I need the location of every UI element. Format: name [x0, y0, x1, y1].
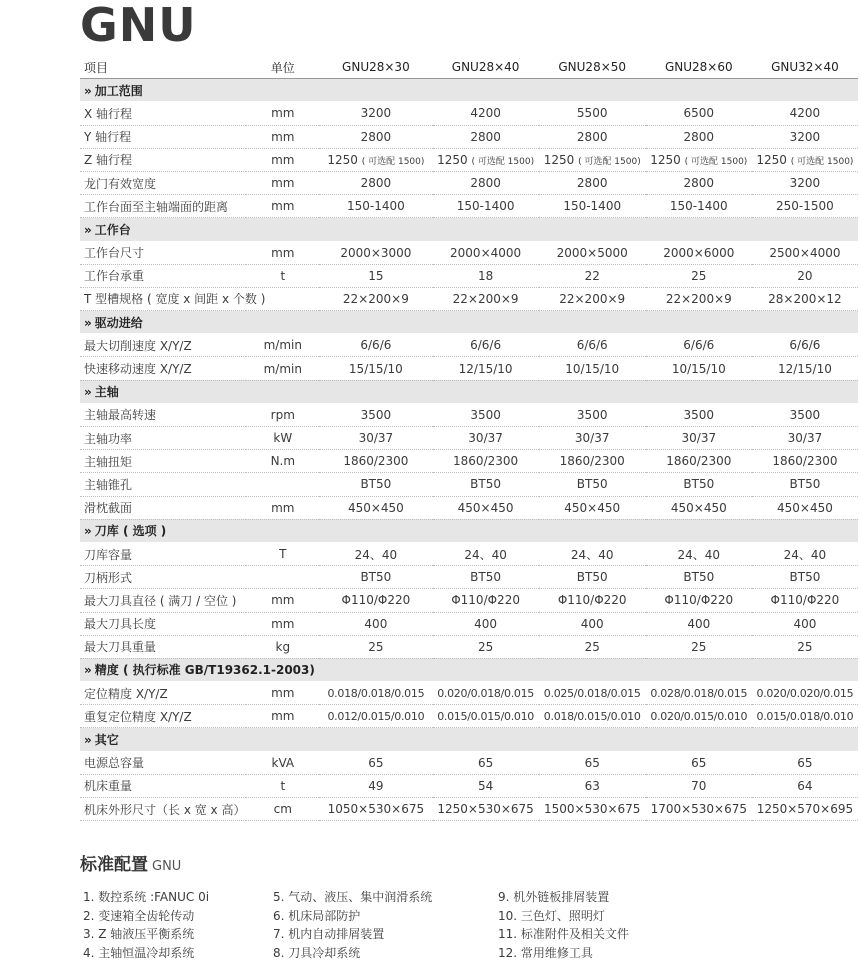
spec-value: 10/15/10: [539, 357, 646, 380]
spec-unit: kg: [246, 635, 319, 658]
spec-item: 主轴锥孔: [80, 473, 246, 496]
spec-value: 2000×3000: [319, 241, 432, 264]
spec-value: 12/15/10: [433, 357, 539, 380]
spec-value: 0.025/0.018/0.015: [539, 682, 646, 705]
section-marker: »: [84, 83, 92, 98]
spec-item: 主轴功率: [80, 427, 246, 450]
table-row: [80, 542, 858, 565]
spec-value: 0.012/0.015/0.010: [319, 705, 432, 728]
spec-value: 0.015/0.015/0.010: [433, 705, 539, 728]
spec-value: 65: [319, 751, 432, 774]
spec-value: 3200: [752, 171, 858, 194]
spec-value: BT50: [646, 473, 752, 496]
spec-unit: mm: [246, 125, 319, 148]
section-header: [80, 311, 858, 334]
spec-value: BT50: [752, 473, 858, 496]
header-model: GNU28×40: [433, 56, 539, 79]
spec-value: 1860/2300: [319, 450, 432, 473]
standard-config-column: [498, 888, 629, 963]
spec-item: 最大刀具重量: [80, 635, 246, 658]
spec-value: 3500: [319, 403, 432, 426]
spec-item: 定位精度 X/Y/Z: [80, 682, 246, 705]
spec-value-note: ( 可选配 1500): [684, 156, 748, 167]
table-row: [80, 705, 858, 728]
section-marker: »: [84, 733, 92, 748]
spec-unit: mm: [246, 496, 319, 519]
spec-value: [752, 148, 858, 171]
spec-value: 10/15/10: [646, 357, 752, 380]
spec-unit: rpm: [246, 403, 319, 426]
header-row: [80, 56, 858, 79]
spec-value: BT50: [433, 566, 539, 589]
spec-value: 30/37: [646, 427, 752, 450]
list-item: 7. 机内自动排屑装置: [273, 927, 385, 942]
table-row: [80, 241, 858, 264]
section-header-row: [80, 519, 858, 542]
spec-value: 0.020/0.020/0.015: [752, 682, 858, 705]
spec-unit: mm: [246, 195, 319, 218]
section-title: 刀库 ( 选项 ): [94, 524, 167, 539]
spec-unit: kVA: [246, 751, 319, 774]
spec-value: 25: [319, 635, 432, 658]
spec-value: 24、40: [319, 542, 432, 565]
spec-value: 30/37: [319, 427, 432, 450]
spec-item: 重复定位精度 X/Y/Z: [80, 705, 246, 728]
spec-item: T 型槽规格 ( 宽度 x 间距 x 个数 ): [80, 287, 246, 310]
list-item: 8. 刀具冷却系统: [273, 946, 361, 961]
section-header-row: [80, 658, 858, 681]
spec-item: 主轴最高转速: [80, 403, 246, 426]
spec-value: 4200: [433, 102, 539, 125]
spec-value: 1860/2300: [433, 450, 539, 473]
table-row: [80, 427, 858, 450]
table-row: [80, 612, 858, 635]
spec-value: 2800: [433, 171, 539, 194]
spec-value: 28×200×12: [752, 287, 858, 310]
spec-unit: mm: [246, 705, 319, 728]
page-title: GNU: [80, 0, 197, 52]
spec-value: BT50: [319, 473, 432, 496]
spec-value: [539, 148, 646, 171]
table-row: [80, 148, 858, 171]
list-item: 11. 标准附件及相关文件: [498, 927, 629, 942]
spec-value: 15/15/10: [319, 357, 432, 380]
table-row: [80, 635, 858, 658]
spec-value: 3500: [433, 403, 539, 426]
spec-unit: T: [246, 542, 319, 565]
table-row: [80, 334, 858, 357]
spec-value: 450×450: [752, 496, 858, 519]
spec-value: 3500: [752, 403, 858, 426]
spec-value: 49: [319, 774, 432, 797]
spec-value: 65: [752, 751, 858, 774]
spec-value: BT50: [433, 473, 539, 496]
list-item: 3. Z 轴液压平衡系统: [83, 927, 195, 942]
section-title: 其它: [94, 733, 119, 748]
spec-item: 滑枕截面: [80, 496, 246, 519]
spec-value: 3200: [319, 102, 432, 125]
header-unit: 单位: [246, 56, 319, 79]
spec-item: 工作台尺寸: [80, 241, 246, 264]
spec-value-note: ( 可选配 1500): [471, 156, 535, 167]
spec-value: 25: [433, 635, 539, 658]
spec-value: 4200: [752, 102, 858, 125]
spec-value: BT50: [646, 566, 752, 589]
table-row: [80, 496, 858, 519]
spec-value: 6/6/6: [752, 334, 858, 357]
spec-value: 0.015/0.018/0.010: [752, 705, 858, 728]
spec-unit: t: [246, 774, 319, 797]
spec-value: 2800: [433, 125, 539, 148]
spec-item: Z 轴行程: [80, 148, 246, 171]
spec-value: 65: [646, 751, 752, 774]
section-header: [80, 519, 858, 542]
section-title: 驱动进给: [94, 315, 143, 330]
spec-value: 150-1400: [319, 195, 432, 218]
spec-value: 24、40: [433, 542, 539, 565]
spec-unit: mm: [246, 589, 319, 612]
standard-config-column: [273, 888, 432, 963]
section-header-row: [80, 311, 858, 334]
spec-item: Y 轴行程: [80, 125, 246, 148]
spec-value: 150-1400: [539, 195, 646, 218]
spec-value: 0.028/0.018/0.015: [646, 682, 752, 705]
spec-unit: kW: [246, 427, 319, 450]
spec-value: Φ110/Φ220: [433, 589, 539, 612]
section-header: [80, 79, 858, 102]
header-model: GNU28×60: [646, 56, 752, 79]
spec-value: 0.018/0.015/0.010: [539, 705, 646, 728]
spec-value: 65: [433, 751, 539, 774]
table-row: [80, 102, 858, 125]
list-item: 4. 主轴恒温冷却系统: [83, 946, 195, 961]
spec-value: 2800: [646, 171, 752, 194]
spec-unit: [246, 473, 319, 496]
spec-value: 1250×530×675: [433, 798, 539, 821]
section-header-row: [80, 79, 858, 102]
spec-value-note: ( 可选配 1500): [790, 156, 854, 167]
spec-value: 6/6/6: [539, 334, 646, 357]
spec-item: 工作台承重: [80, 264, 246, 287]
table-row: [80, 450, 858, 473]
spec-value: 1700×530×675: [646, 798, 752, 821]
spec-value: 24、40: [539, 542, 646, 565]
spec-value: 22×200×9: [646, 287, 752, 310]
section-marker: »: [84, 385, 92, 400]
spec-item: 机床重量: [80, 774, 246, 797]
section-title: 加工范围: [94, 83, 143, 98]
spec-unit: m/min: [246, 334, 319, 357]
list-item: 9. 机外链板排屑装置: [498, 890, 610, 904]
spec-value: 25: [752, 635, 858, 658]
spec-unit: mm: [246, 241, 319, 264]
spec-value: 2800: [539, 171, 646, 194]
spec-value: 24、40: [646, 542, 752, 565]
spec-value-main: 1250: [437, 152, 468, 167]
spec-value: 65: [539, 751, 646, 774]
spec-value: 2000×6000: [646, 241, 752, 264]
section-marker: »: [84, 663, 92, 678]
spec-value: 6500: [646, 102, 752, 125]
list-item: 2. 变速箱全齿轮传动: [83, 908, 195, 923]
spec-value: [433, 148, 539, 171]
spec-value-main: 1250: [650, 152, 681, 167]
spec-item: 刀柄形式: [80, 566, 246, 589]
spec-unit: N.m: [246, 450, 319, 473]
spec-value: 70: [646, 774, 752, 797]
list-item: 10. 三色灯、照明灯: [498, 908, 605, 923]
list-item: 5. 气动、液压、集中润滑系统: [273, 890, 433, 904]
spec-value: 6/6/6: [433, 334, 539, 357]
spec-value: 450×450: [539, 496, 646, 519]
spec-value: 400: [433, 612, 539, 635]
table-row: [80, 751, 858, 774]
spec-unit: mm: [246, 682, 319, 705]
spec-value: 24、40: [752, 542, 858, 565]
spec-value: 2000×4000: [433, 241, 539, 264]
spec-value: 400: [752, 612, 858, 635]
section-header: [80, 658, 858, 681]
header-item: 项目: [80, 56, 246, 79]
header-model: GNU28×30: [319, 56, 432, 79]
spec-value: 400: [646, 612, 752, 635]
spec-value: 1050×530×675: [319, 798, 432, 821]
spec-value: [319, 148, 432, 171]
spec-value: 30/37: [539, 427, 646, 450]
spec-value-note: ( 可选配 1500): [361, 156, 425, 167]
spec-value: 18: [433, 264, 539, 287]
spec-value: 450×450: [319, 496, 432, 519]
spec-item: 最大切削速度 X/Y/Z: [80, 334, 246, 357]
spec-value-main: 1250: [327, 152, 358, 167]
spec-value: BT50: [319, 566, 432, 589]
table-row: [80, 195, 858, 218]
spec-item: 刀库容量: [80, 542, 246, 565]
spec-value: 450×450: [646, 496, 752, 519]
table-row: [80, 357, 858, 380]
spec-value: 2800: [646, 125, 752, 148]
spec-value: 1860/2300: [539, 450, 646, 473]
table-row: [80, 287, 858, 310]
table-row: [80, 264, 858, 287]
spec-value: BT50: [539, 473, 646, 496]
spec-value: 30/37: [752, 427, 858, 450]
table-row: [80, 171, 858, 194]
table-row: [80, 566, 858, 589]
spec-value: 22×200×9: [319, 287, 432, 310]
spec-value: 20: [752, 264, 858, 287]
spec-value: 0.020/0.018/0.015: [433, 682, 539, 705]
spec-unit: mm: [246, 171, 319, 194]
spec-value: 1250×570×695: [752, 798, 858, 821]
spec-item: 机床外形尺寸（长 x 宽 x 高）: [80, 798, 246, 821]
table-row: [80, 798, 858, 821]
spec-unit: mm: [246, 148, 319, 171]
spec-value: 0.018/0.018/0.015: [319, 682, 432, 705]
standard-config-title: 标准配置: [80, 855, 148, 875]
spec-value: BT50: [539, 566, 646, 589]
spec-item: 电源总容量: [80, 751, 246, 774]
spec-unit: mm: [246, 612, 319, 635]
spec-value: 25: [539, 635, 646, 658]
section-header-row: [80, 728, 858, 751]
section-marker: »: [84, 524, 92, 539]
spec-value: 22×200×9: [539, 287, 646, 310]
list-item: 12. 常用维修工具: [498, 946, 593, 961]
spec-value: Φ110/Φ220: [539, 589, 646, 612]
spec-value: 22: [539, 264, 646, 287]
spec-value: 22×200×9: [433, 287, 539, 310]
spec-unit: [246, 566, 319, 589]
spec-value: 25: [646, 264, 752, 287]
spec-item: 最大刀具直径 ( 满刀 / 空位 ): [80, 589, 246, 612]
spec-value: 3500: [539, 403, 646, 426]
spec-value: 63: [539, 774, 646, 797]
spec-item: 快速移动速度 X/Y/Z: [80, 357, 246, 380]
spec-value: 3500: [646, 403, 752, 426]
spec-value: 6/6/6: [319, 334, 432, 357]
spec-value: 2800: [319, 125, 432, 148]
spec-value: 150-1400: [646, 195, 752, 218]
section-header-row: [80, 380, 858, 403]
spec-value: 54: [433, 774, 539, 797]
list-item: 6. 机床局部防护: [273, 908, 361, 923]
section-header: [80, 728, 858, 751]
spec-value: 0.020/0.015/0.010: [646, 705, 752, 728]
spec-value: 15: [319, 264, 432, 287]
spec-value: BT50: [752, 566, 858, 589]
spec-value: 450×450: [433, 496, 539, 519]
spec-unit: t: [246, 264, 319, 287]
spec-value-note: ( 可选配 1500): [578, 156, 641, 167]
section-header: [80, 218, 858, 241]
spec-value: [646, 148, 752, 171]
spec-value-main: 1250: [543, 152, 575, 167]
spec-value: 2800: [319, 171, 432, 194]
section-marker: »: [84, 315, 92, 330]
spec-value-main: 1250: [756, 152, 787, 167]
section-marker: »: [84, 222, 92, 237]
table-row: [80, 682, 858, 705]
spec-value: 12/15/10: [752, 357, 858, 380]
standard-config-subtitle: GNU: [152, 859, 182, 874]
table-row: [80, 589, 858, 612]
spec-value: 2000×5000: [539, 241, 646, 264]
spec-value: Φ110/Φ220: [752, 589, 858, 612]
spec-unit: mm: [246, 102, 319, 125]
spec-value: 400: [319, 612, 432, 635]
table-row: [80, 403, 858, 426]
table-row: [80, 125, 858, 148]
spec-value: 64: [752, 774, 858, 797]
section-title: 精度 ( 执行标准 GB/T19362.1-2003): [94, 663, 315, 678]
spec-unit: cm: [246, 798, 319, 821]
spec-table: [80, 56, 858, 821]
section-title: 主轴: [94, 385, 119, 400]
spec-value: 1500×530×675: [539, 798, 646, 821]
header-model: GNU28×50: [539, 56, 646, 79]
spec-value: 2500×4000: [752, 241, 858, 264]
spec-item: 工作台面至主轴端面的距离: [80, 195, 246, 218]
spec-value: 1860/2300: [646, 450, 752, 473]
spec-unit: m/min: [246, 357, 319, 380]
spec-item: 龙门有效宽度: [80, 171, 246, 194]
spec-value: 6/6/6: [646, 334, 752, 357]
section-header-row: [80, 218, 858, 241]
spec-value: 5500: [539, 102, 646, 125]
spec-table-body: [80, 56, 858, 821]
spec-item: 最大刀具长度: [80, 612, 246, 635]
spec-value: 1860/2300: [752, 450, 858, 473]
standard-config-column: [83, 888, 209, 963]
table-row: [80, 473, 858, 496]
header-model: GNU32×40: [752, 56, 858, 79]
standard-config-heading: [80, 850, 181, 875]
spec-value: 25: [646, 635, 752, 658]
section-header: [80, 380, 858, 403]
spec-value: Φ110/Φ220: [319, 589, 432, 612]
list-item: 1. 数控系统 :FANUC 0i: [83, 890, 210, 904]
spec-item: X 轴行程: [80, 102, 246, 125]
spec-value: 3200: [752, 125, 858, 148]
spec-value: 2800: [539, 125, 646, 148]
table-row: [80, 774, 858, 797]
section-title: 工作台: [94, 222, 131, 237]
spec-value: 250-1500: [752, 195, 858, 218]
spec-value: 400: [539, 612, 646, 635]
spec-value: Φ110/Φ220: [646, 589, 752, 612]
spec-value: 30/37: [433, 427, 539, 450]
spec-item: 主轴扭矩: [80, 450, 246, 473]
spec-value: 150-1400: [433, 195, 539, 218]
